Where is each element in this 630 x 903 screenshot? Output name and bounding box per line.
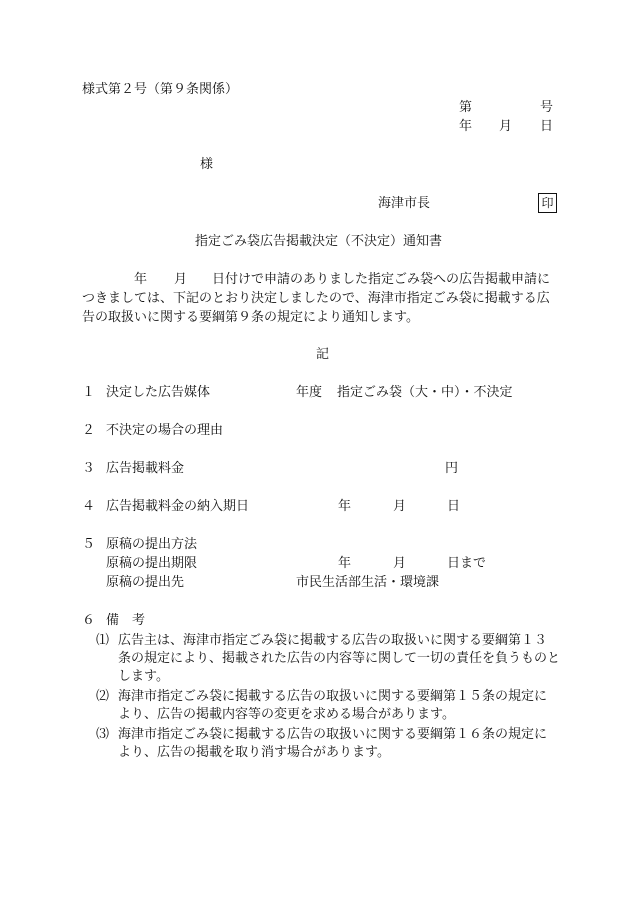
intro-line3: 告の取扱いに関する要綱第９条の規定により通知します。	[82, 310, 419, 325]
note-2-second-line: より、広告の掲載内容等の変更を求める場合があります。	[118, 707, 455, 722]
date-hi: 日	[540, 119, 554, 134]
issuer: 海津市長	[378, 196, 431, 211]
item4-hi: 日	[447, 499, 461, 514]
note-1	[96, 632, 566, 686]
item6-number: ６	[82, 613, 96, 628]
ki-heading: 記	[316, 347, 330, 362]
item4-label: 広告掲載料金の納入期日	[106, 499, 250, 514]
note-3	[96, 726, 566, 762]
note-3-first-line: 海津市指定ごみ袋に掲載する広告の取扱いに関する要綱第１６条の規定に	[118, 727, 548, 742]
item2-label: 不決定の場合の理由	[106, 423, 224, 438]
item1-year: 年度	[296, 385, 323, 400]
intro-line1-text: 日付けで申請のありました指定ごみ袋への広告掲載申請に	[212, 272, 551, 287]
item2-number: ２	[82, 423, 96, 438]
item5-dest-label: 原稿の提出先	[106, 575, 185, 590]
note-2-number: ⑵	[96, 689, 110, 704]
item5-number: ５	[82, 537, 96, 552]
item5-deadline-label: 原稿の提出期限	[106, 556, 198, 571]
note-1-third-line: します。	[118, 669, 169, 684]
item4-number: ４	[82, 499, 96, 514]
item5-hi-made: 日まで	[447, 556, 487, 571]
item1-value: 指定ごみ袋（大・中）・不決定	[337, 385, 513, 400]
intro-tsuki: 月	[174, 272, 188, 287]
seal-stamp: 印	[538, 193, 557, 213]
item4-nen: 年	[338, 499, 352, 514]
date-tsuki: 月	[499, 119, 513, 134]
item1-label: 決定した広告媒体	[106, 385, 211, 400]
item3-unit: 円	[445, 461, 459, 476]
item5-tsuki: 月	[393, 556, 407, 571]
item5-dest-value: 市民生活部生活・環境課	[296, 575, 440, 590]
date-nen: 年	[459, 119, 473, 134]
item6-label: 備 考	[106, 613, 146, 628]
note-2	[96, 688, 566, 724]
item1-number: １	[82, 385, 96, 400]
item5-nen: 年	[338, 556, 352, 571]
intro-line2: つきましては、下記のとおり決定しましたので、海津市指定ごみ袋に掲載する広	[82, 291, 550, 306]
item3-number: ３	[82, 461, 96, 476]
note-3-second-line: より、広告の掲載を取り消す場合があります。	[118, 745, 390, 760]
item3-label: 広告掲載料金	[106, 461, 185, 476]
form-label: 様式第２号（第９条関係）	[82, 82, 239, 97]
intro-nen: 年	[134, 272, 148, 287]
doc-number-dai: 第	[459, 100, 473, 115]
note-1-second-line: 条の規定により、掲載された広告の内容等に関して一切の責任を負うものと	[118, 651, 561, 666]
addressee-suffix: 様	[200, 157, 214, 172]
note-3-number: ⑶	[96, 727, 110, 742]
item4-tsuki: 月	[393, 499, 407, 514]
doc-number-go: 号	[540, 100, 554, 115]
note-1-number: ⑴	[96, 633, 110, 648]
note-2-first-line: 海津市指定ごみ袋に掲載する広告の取扱いに関する要綱第１５条の規定に	[118, 689, 548, 704]
note-1-first-line: 広告主は、海津市指定ごみ袋に掲載する広告の取扱いに関する要綱第１３	[118, 633, 548, 648]
item5-label: 原稿の提出方法	[106, 537, 198, 552]
document-title: 指定ごみ袋広告掲載決定（不決定）通知書	[195, 234, 443, 249]
